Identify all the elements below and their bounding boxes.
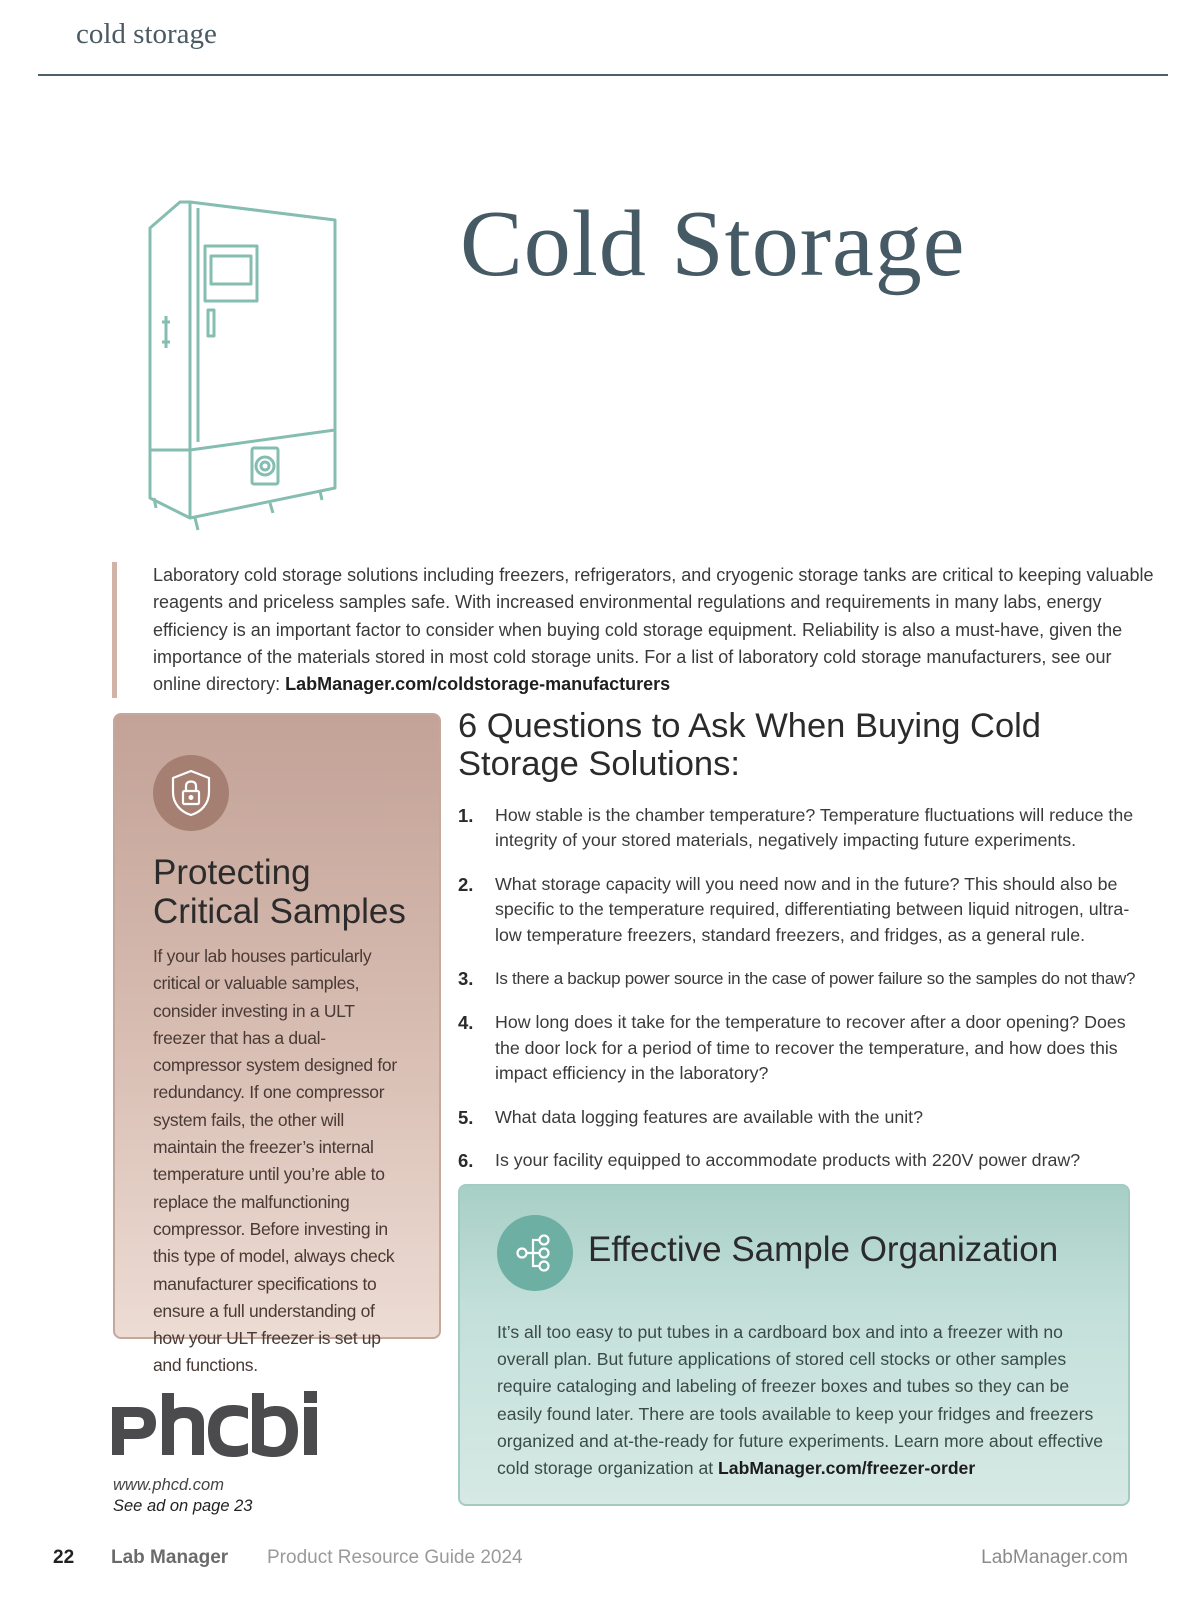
page-number: 22 — [53, 1547, 75, 1568]
sample-organization-box — [458, 1184, 1130, 1506]
question-text: What storage capacity will you need now and in the future? This should also be specific to the temperature required, differentiating between liquid nitrogen, ultra-low temperature freezers, standard freezers, and fridges, as a general rule. — [495, 874, 1130, 945]
question-item — [458, 1105, 1138, 1130]
intro-paragraph — [112, 562, 1163, 698]
issue-name: Product Resource Guide 2024 — [267, 1547, 523, 1568]
org-heading: Effective Sample Organization — [588, 1230, 1059, 1269]
site-name: LabManager.com — [981, 1547, 1128, 1568]
question-item — [458, 966, 1138, 991]
question-text: Is your facility equipped to accommodate products with 220V power draw? — [495, 1150, 1081, 1171]
brand-url: www.phcd.com — [113, 1476, 224, 1494]
network-nodes-icon — [497, 1215, 573, 1291]
question-item — [458, 1010, 1138, 1086]
question-item — [458, 872, 1138, 948]
panel-heading: Protecting Critical Samples — [153, 853, 406, 931]
brand-ad-note: See ad on page 23 — [113, 1497, 253, 1515]
freezer-order-link[interactable]: LabManager.com/freezer-order — [718, 1458, 976, 1479]
question-text: How long does it take for the temperature to recover after a door opening? Does the door lock for a period of time to recover the temperature, and how does this impact efficiency in the laboratory? — [495, 1012, 1126, 1083]
question-number: 1. — [458, 805, 474, 826]
question-list — [458, 803, 1138, 1174]
question-item — [458, 803, 1138, 854]
protecting-samples-panel — [113, 713, 441, 1376]
question-number: 4. — [458, 1012, 474, 1034]
question-number: 3. — [458, 968, 474, 990]
intro-text: Laboratory cold storage solutions including freezers, refrigerators, and cryogenic storage tanks are critical to keeping valuable reagents and priceless samples safe. With increased environmental regulations and requirements in many labs, energy efficiency is an important factor to consider when buying cold storage equipment. Reliability is also a must-have, given the importance of the materials stored in most cold storage units. For a list of laboratory cold storage manufacturers, see our online directory: — [153, 565, 1154, 695]
freezer-illustration — [140, 198, 360, 532]
question-item — [458, 1148, 1138, 1173]
shield-lock-icon — [153, 755, 229, 831]
questions-heading: 6 Questions to Ask When Buying Cold Storage Solutions: — [458, 707, 1041, 783]
question-text: How stable is the chamber temperature? Temperature fluctuations will reduce the integrity of your stored materials, negatively impacting future experiments. — [495, 805, 1134, 851]
question-text: Is there a backup power source in the case of power failure so the samples do not thaw? — [495, 969, 1136, 989]
questions-section — [458, 707, 1138, 1192]
panel-body: If your lab houses particularly critical or valuable samples, consider investing in a ULT freezer that has a dual-compressor system designed for redundancy. If one compressor system fails, the other will maintain the freezer’s internal temperature until you’re able to replace the malfunctioning compressor. Before investing in this type of model, always check manufacturer specifications to ensure a full understanding of how your ULT freezer is set up and functions. — [153, 946, 397, 1376]
page-title: Cold Storage — [460, 192, 966, 296]
coldstorage-manufacturers-link[interactable]: LabManager.com/coldstorage-manufacturers — [285, 674, 671, 695]
question-number: 5. — [458, 1106, 474, 1128]
question-number: 2. — [458, 874, 474, 896]
header-divider — [38, 74, 1168, 76]
page-footer — [0, 1547, 1200, 1577]
section-tag: cold storage — [76, 18, 217, 50]
org-body — [497, 1319, 1107, 1482]
question-number: 6. — [458, 1150, 474, 1172]
magazine-name: Lab Manager — [111, 1547, 229, 1568]
question-text: What data logging features are available with the unit? — [495, 1106, 924, 1127]
phcbi-logo — [112, 1388, 332, 1472]
org-body-text: It’s all too easy to put tubes in a cardboard box and into a freezer with no overall plan. But future applications of stored cell stocks or other samples require cataloging and labeling of freezer boxes and tubes so they can be easily found later. There are tools available to keep your fridges and freezers organized and at-the-ready for future experiments. Learn more about effective cold storage organization at — [497, 1322, 1104, 1479]
